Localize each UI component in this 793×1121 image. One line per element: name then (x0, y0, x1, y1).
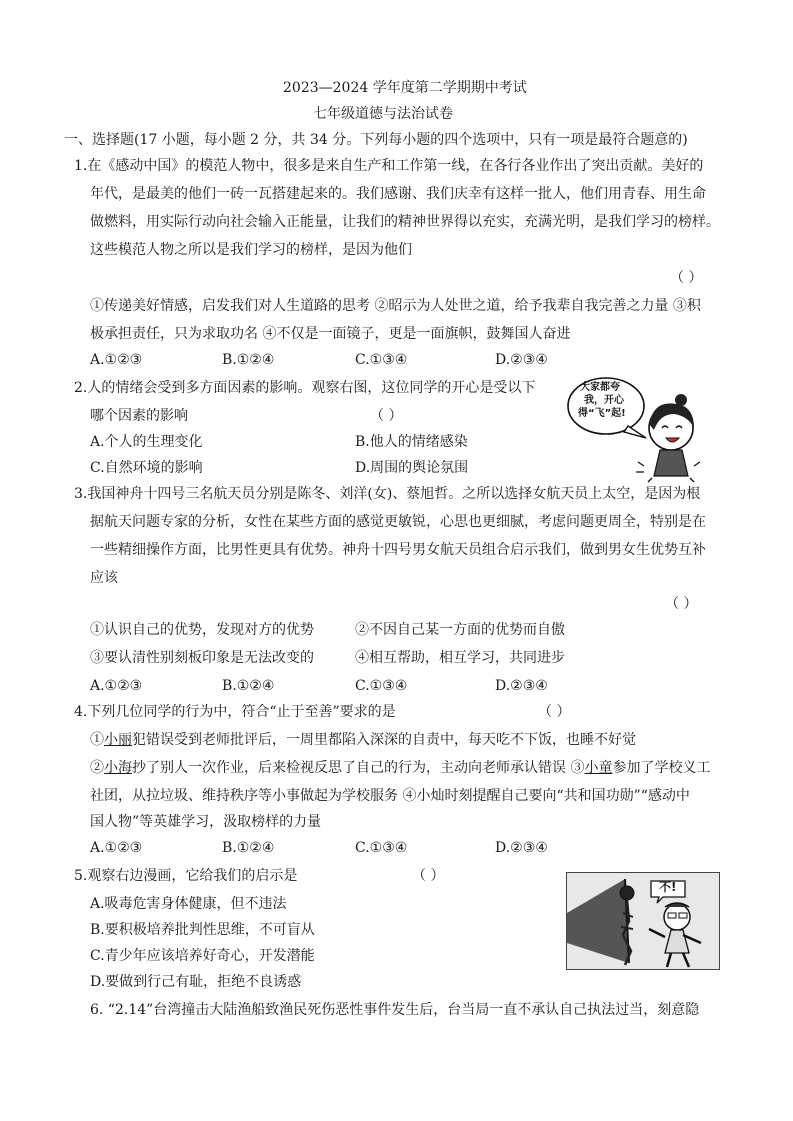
q3-line-4: 应该 (90, 570, 118, 586)
exam-title: 2023—2024 学年度第二学期期中考试 (283, 80, 527, 96)
q3-statement-3: ③要认清性别刻板印象是无法改变的 (90, 650, 314, 666)
q4-s3-name: 小童 (584, 760, 613, 776)
q2-option-a[interactable]: A.个人的生理变化 (90, 434, 203, 450)
q3-line-1: 3.我国神舟十四号三名航天员分别是陈冬、刘洋(女)、蔡旭哲。之所以选择女航天员上太空，是因为根 (74, 486, 701, 502)
q2-option-c[interactable]: C.自然环境的影响 (90, 460, 203, 476)
q3-option-c[interactable]: C.①③④ (355, 678, 408, 694)
exam-subtitle: 七年级道德与法治试卷 (313, 106, 453, 122)
drug-refusal-cartoon (567, 873, 719, 969)
q5-stem: 5.观察右边漫画，它给我们的启示是 (74, 868, 298, 884)
q1-option-d[interactable]: D.②③④ (495, 352, 548, 368)
q1-option-a[interactable]: A.①②③ (90, 352, 143, 368)
q5-option-c[interactable]: C.青少年应该培养好奇心，开发潜能 (90, 948, 315, 964)
q4-s1-text: 犯错误受到老师批评后，一周里都陷入深深的自责中，每天吃不下饭，也睡不好觉 (132, 732, 636, 748)
q2-option-d[interactable]: D.周围的舆论氛围 (355, 460, 469, 476)
q4-option-b[interactable]: B.①②④ (222, 840, 275, 856)
q4-answer-bracket[interactable]: （ ） (538, 704, 571, 720)
q1-answer-bracket[interactable]: （ ） (670, 270, 703, 286)
q4-s1-num: ① (90, 732, 104, 748)
q4-s2-text: 抄了别人一次作业，后来检视反思了自己的行为，主动向老师承认错误 ③ (132, 760, 585, 776)
q3-answer-bracket[interactable]: （ ） (665, 596, 698, 612)
q2-bubble-line-3: 得“飞”起! (578, 408, 626, 419)
q1-option-c[interactable]: C.①③④ (355, 352, 408, 368)
q5-option-a[interactable]: A.吸毒危害身体健康，但不违法 (90, 896, 287, 912)
q2-answer-bracket[interactable]: （ ） (370, 408, 403, 424)
q2-line-2: 哪个因素的影响 (90, 408, 188, 424)
q3-statement-4: ④相互帮助，相互学习，共同进步 (355, 650, 565, 666)
q4-statement-1 (90, 730, 636, 750)
q3-line-3: 一些精细操作方面，比男性更具有优势。神舟十四号男女航天员组合启示我们，做到男女生优势互补 (90, 542, 706, 558)
q3-statement-2: ②不因自己某一方面的优势而自傲 (355, 622, 565, 638)
q4-line-4: 国人物”等英雄学习，汲取榜样的力量 (90, 814, 322, 830)
q2-bubble-line-2: 我，开心 (584, 395, 624, 406)
q4-s2-name: 小海 (104, 760, 132, 776)
q3-statement-1: ①认识自己的优势，发现对方的优势 (90, 622, 314, 638)
q5-cartoon-speech: 不! (659, 880, 677, 894)
q4-statement-2-3 (90, 758, 710, 778)
q4-line-3: 社团，从拉垃圾、维持秩序等小事做起为学校服务 ④小灿时刻提醒自己要向“共和国功勋”“感动中 (90, 788, 690, 804)
q1-line-2: 年代，是最美的他们一砖一瓦搭建起来的。我们感谢、我们庆幸有这样一批人，他们用青春、用生命 (90, 186, 706, 202)
q4-option-c[interactable]: C.①③④ (355, 840, 408, 856)
q4-s3-text: 参加了学校义工 (612, 760, 711, 776)
q4-s2-num: ② (90, 760, 104, 776)
q1-option-b[interactable]: B.①②④ (222, 352, 275, 368)
q1-line-3: 做燃料，用实际行动向社会输入正能量，让我们的精神世界得以充实，充满光明，是我们学习的榜样。 (90, 214, 720, 230)
q5-answer-bracket[interactable]: （ ） (412, 868, 445, 884)
q5-cartoon (566, 872, 720, 970)
q4-s1-name: 小丽 (104, 732, 132, 748)
q2-illustration (566, 376, 716, 484)
q1-statement-line-2: 极承担责任，只为求取功名 ④不仅是一面镜子，更是一面旗帜，鼓舞国人奋进 (90, 326, 571, 342)
q5-option-b[interactable]: B.要积极培养批判性思维，不可盲从 (90, 922, 315, 938)
q3-option-b[interactable]: B.①②④ (222, 678, 275, 694)
q1-line-4: 这些模范人物之所以是我们学习的榜样，是因为他们 (90, 242, 412, 258)
q4-option-d[interactable]: D.②③④ (495, 840, 548, 856)
q4-option-a[interactable]: A.①②③ (90, 840, 143, 856)
q4-stem: 4.下列几位同学的行为中，符合“止于至善”要求的是 (74, 704, 396, 720)
q2-bubble-line-1: 大家都夸 (580, 382, 620, 393)
section-instruction: 一、选择题(17 小题，每小题 2 分，共 34 分。下列每小题的四个选项中，只有一项是最符合题意的) (64, 132, 688, 148)
q2-option-b[interactable]: B.他人的情绪感染 (355, 434, 468, 450)
q5-option-d[interactable]: D.要做到行己有耻，拒绝不良诱惑 (90, 974, 302, 990)
q3-line-2: 据航天问题专家的分析，女性在某些方面的感觉更敏锐，心思也更细腻，考虑问题更周全，特别是在 (90, 514, 706, 530)
q3-option-a[interactable]: A.①②③ (90, 678, 143, 694)
q6-line-1: 6. “2.14”台湾撞击大陆渔船致渔民死伤恶性事件发生后，台当局一直不承认自己执法过当，刻意隐 (90, 1002, 700, 1018)
q2-line-1: 2.人的情绪会受到多方面因素的影响。观察右图，这位同学的开心是受以下 (74, 380, 536, 396)
q3-option-d[interactable]: D.②③④ (495, 678, 548, 694)
q1-line-1: 1.在《感动中国》的模范人物中，很多是来自生产和工作第一线，在各行各业作出了突出贡献。美好的 (74, 158, 704, 174)
q1-statement-line-1: ①传递美好情感，启发我们对人生道路的思考 ②昭示为人处世之道，给予我辈自我完善之力量 ③积 (90, 298, 701, 314)
